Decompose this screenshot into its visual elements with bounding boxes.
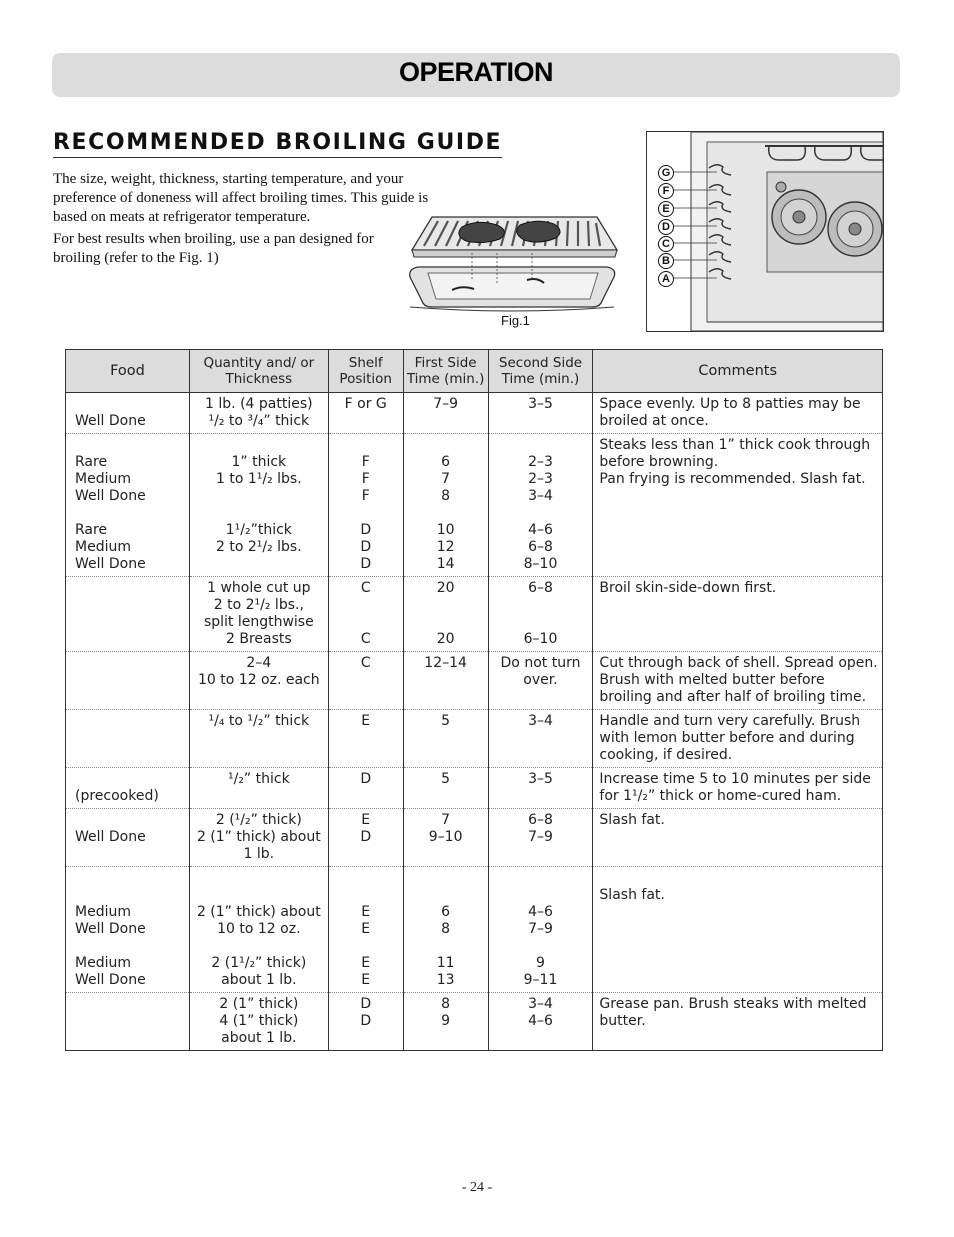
rack-label-a: A <box>658 271 674 287</box>
table-row <box>66 393 883 434</box>
rack-label-e: E <box>658 201 674 217</box>
broiling-guide-table <box>65 349 883 1051</box>
cell-second-side: Do not turn over. <box>488 652 593 710</box>
cell-shelf: D D <box>328 993 403 1051</box>
cell-quantity: ¹/₄ to ¹/₂” thick <box>189 710 328 768</box>
cell-second-side: 4–6 7–9 9 9–11 <box>488 867 593 993</box>
cell-comments: Broil skin-side-down first. <box>593 577 883 652</box>
section-title: RECOMMENDED BROILING GUIDE <box>53 130 502 158</box>
header-first-side: First Side Time (min.) <box>403 350 488 393</box>
rack-label-c: C <box>658 236 674 252</box>
cell-first-side: 6 8 11 13 <box>403 867 488 993</box>
cell-quantity: ¹/₂” thick <box>189 768 328 809</box>
cell-comments: Space evenly. Up to 8 patties may be broiled at once. <box>593 393 883 434</box>
table-row <box>66 768 883 809</box>
cell-shelf: E E E E <box>328 867 403 993</box>
cell-first-side: 8 9 <box>403 993 488 1051</box>
cell-first-side: 5 <box>403 710 488 768</box>
figure-caption: Fig.1 <box>501 313 530 328</box>
cell-second-side: 6–8 6–10 <box>488 577 593 652</box>
header-comments: Comments <box>593 350 883 393</box>
cell-shelf: F F F D D D <box>328 434 403 577</box>
cell-shelf: C <box>328 652 403 710</box>
intro-paragraph-1: The size, weight, thickness, starting temperature, and your preference of doneness will affect broiling times. This guide is based on meats at refrigerator temperature. <box>53 171 429 225</box>
cell-shelf: F or G <box>328 393 403 434</box>
cell-food <box>66 993 190 1051</box>
cell-quantity: 2–4 10 to 12 oz. each <box>189 652 328 710</box>
cell-food <box>66 652 190 710</box>
broiler-pan-illustration <box>402 205 622 315</box>
cell-second-side: 6–8 7–9 <box>488 809 593 867</box>
table-row <box>66 652 883 710</box>
cell-comments: Cut through back of shell. Spread open. Brush with melted butter before broiling and after half of broiling time. <box>593 652 883 710</box>
cell-food: Well Done <box>66 393 190 434</box>
cell-first-side: 7 9–10 <box>403 809 488 867</box>
header-shelf: Shelf Position <box>328 350 403 393</box>
oven-rack-diagram <box>646 131 884 332</box>
rack-label-b: B <box>658 253 674 269</box>
cell-shelf: E <box>328 710 403 768</box>
table-row <box>66 434 883 577</box>
header-second-side: Second Side Time (min.) <box>488 350 593 393</box>
cell-quantity: 2 (1” thick) 4 (1” thick) about 1 lb. <box>189 993 328 1051</box>
cell-second-side: 3–4 <box>488 710 593 768</box>
intro-paragraph-2: For best results when broiling, use a pan designed for broiling (refer to the Fig. 1) <box>53 231 374 266</box>
table-header-row <box>66 350 883 393</box>
table-row <box>66 867 883 993</box>
cell-comments: Slash fat. <box>593 809 883 867</box>
cell-food: (precooked) <box>66 768 190 809</box>
cell-food: Rare Medium Well Done Rare Medium Well Done <box>66 434 190 577</box>
header-quantity: Quantity and/ or Thickness <box>189 350 328 393</box>
cell-first-side: 5 <box>403 768 488 809</box>
table-row <box>66 993 883 1051</box>
cell-comments: Grease pan. Brush steaks with melted butter. <box>593 993 883 1051</box>
table-row <box>66 577 883 652</box>
intro-text <box>53 170 448 271</box>
cell-second-side: 3–5 <box>488 768 593 809</box>
cell-first-side: 12–14 <box>403 652 488 710</box>
cell-first-side: 20 20 <box>403 577 488 652</box>
cell-comments: Increase time 5 to 10 minutes per side for 1¹/₂” thick or home-cured ham. <box>593 768 883 809</box>
cell-second-side: 2–3 2–3 3–4 4–6 6–8 8–10 <box>488 434 593 577</box>
cell-first-side: 6 7 8 10 12 14 <box>403 434 488 577</box>
cell-second-side: 3–5 <box>488 393 593 434</box>
cell-food <box>66 710 190 768</box>
cell-quantity: 1 lb. (4 patties) ¹/₂ to ³/₄” thick <box>189 393 328 434</box>
cell-quantity: 2 (1” thick) about 10 to 12 oz. 2 (1¹/₂” thick) about 1 lb. <box>189 867 328 993</box>
cell-quantity: 1” thick 1 to 1¹/₂ lbs. 1¹/₂”thick 2 to 2¹/₂ lbs. <box>189 434 328 577</box>
rack-label-d: D <box>658 219 674 235</box>
rack-label-f: F <box>658 183 674 199</box>
table-row <box>66 710 883 768</box>
cell-shelf: D <box>328 768 403 809</box>
cell-food <box>66 577 190 652</box>
cell-quantity: 2 (¹/₂” thick) 2 (1” thick) about 1 lb. <box>189 809 328 867</box>
header-food: Food <box>66 350 190 393</box>
header-bar <box>52 53 900 97</box>
cell-comments: Handle and turn very carefully. Brush with lemon butter before and during cooking, if desired. <box>593 710 883 768</box>
cell-comments: Slash fat. <box>593 867 883 993</box>
cell-shelf: C C <box>328 577 403 652</box>
cell-food: Well Done <box>66 809 190 867</box>
rack-label-g: G <box>658 165 674 181</box>
cell-comments: Steaks less than 1” thick cook through before browning. Pan frying is recommended. Slash fat. <box>593 434 883 577</box>
cell-shelf: E D <box>328 809 403 867</box>
table-row <box>66 809 883 867</box>
cell-quantity: 1 whole cut up 2 to 2¹/₂ lbs., split lengthwise 2 Breasts <box>189 577 328 652</box>
cell-second-side: 3–4 4–6 <box>488 993 593 1051</box>
page-number: - 24 - <box>461 1180 493 1195</box>
cell-food: Medium Well Done Medium Well Done <box>66 867 190 993</box>
page-header-title: OPERATION <box>398 57 553 87</box>
cell-first-side: 7–9 <box>403 393 488 434</box>
oven-interior-illustration <box>647 132 883 331</box>
